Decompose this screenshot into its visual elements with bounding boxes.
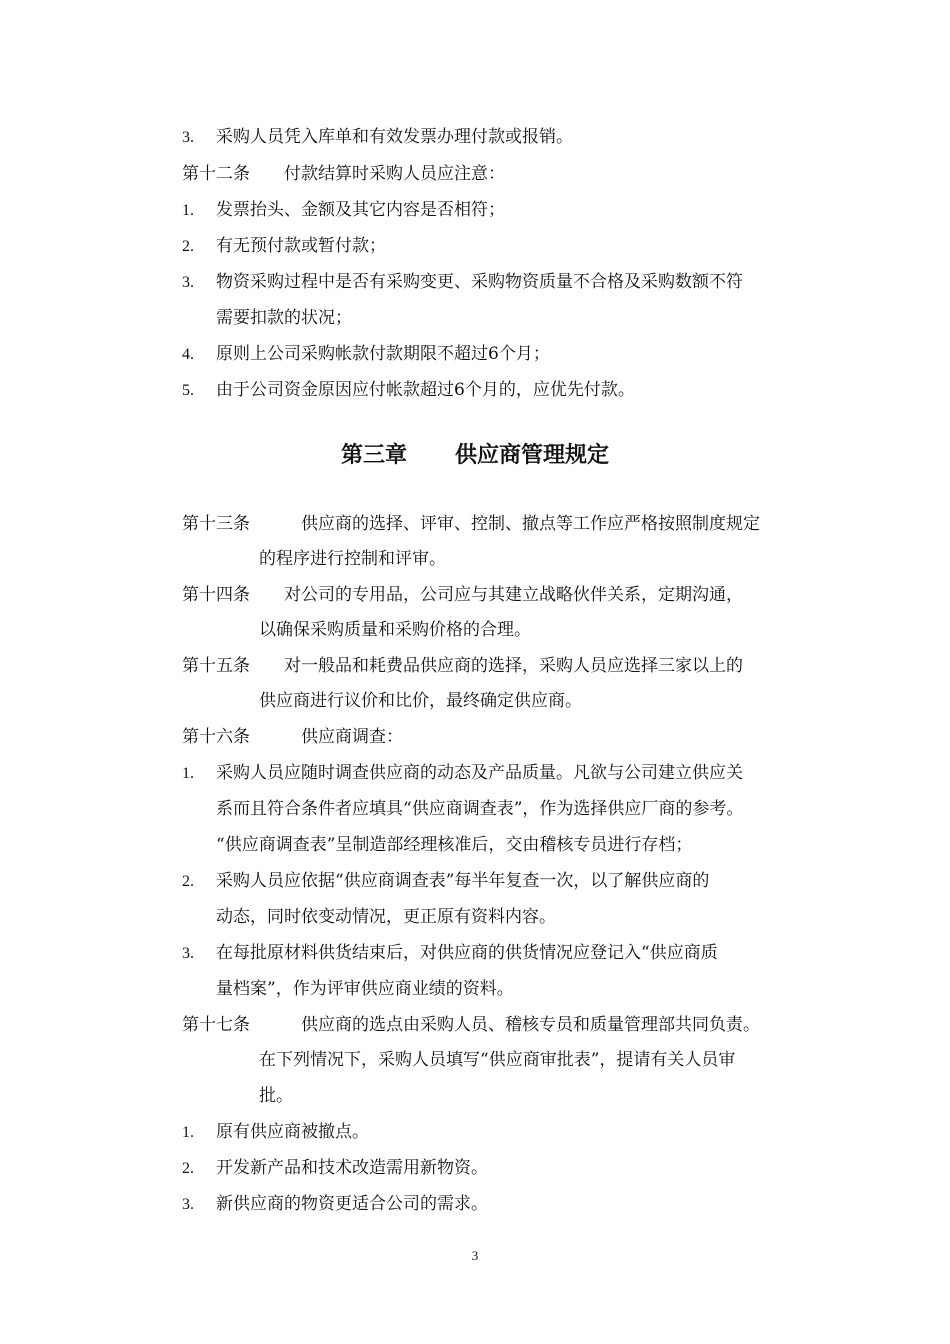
article-17-cont2: 批。 [259,1086,293,1106]
item-5-num: 5. [182,382,194,399]
item-3-text: 采购人员凭入库单和有效发票办理付款或报销。 [216,127,573,147]
a16-item-3-num: 3. [182,945,194,962]
article-16: 第十六条 供应商调查： [182,727,403,747]
a16-item-1-num: 1. [182,765,194,782]
a16-item-2-text: 采购人员应依据“供应商调查表”每半年复查一次，以了解供应商的 [216,871,710,891]
a17-item-2-num: 2. [182,1160,194,1177]
item-1-text: 发票抬头、金额及其它内容是否相符； [216,200,505,220]
article-12: 第十二条 付款结算时采购人员应注意： [182,164,505,184]
item-4-num: 4. [182,346,194,363]
article-15-cont: 供应商进行议价和比价，最终确定供应商。 [259,691,582,711]
article-14-cont: 以确保采购质量和采购价格的合理。 [259,620,531,640]
item-3-num: 3. [182,129,194,146]
article-17: 第十七条 供应商的选点由采购人员、稽核专员和质量管理部共同负责。 [182,1015,760,1035]
a16-item-1-text: 采购人员应随时调查供应商的动态及产品质量。凡欲与公司建立供应关 [216,763,743,783]
item-1-num: 1. [182,202,194,219]
article-13-cont: 的程序进行控制和评审。 [259,549,446,569]
a16-item-1-cont2: “供应商调查表”呈制造部经理核准后，交由稽核专员进行存档； [216,835,693,855]
article-17-cont1: 在下列情况下，采购人员填写“供应商审批表”，提请有关人员审 [259,1050,736,1070]
item-3b-text: 物资采购过程中是否有采购变更、采购物资质量不合格及采购数额不符 [216,272,743,292]
chapter-title: 供应商管理规定 [455,443,610,468]
a16-item-2-cont: 动态，同时依变动情况，更正原有资料内容。 [216,907,556,927]
item-3b-cont: 需要扣款的状况； [216,308,352,328]
a17-item-3-text: 新供应商的物资更适合公司的需求。 [216,1194,488,1214]
a16-item-3-text: 在每批原材料供货结束后，对供应商的供货情况应登记入“供应商质 [216,943,718,963]
a16-item-3-cont: 量档案”，作为评审供应商业绩的资料。 [216,979,514,999]
a17-item-3-num: 3. [182,1196,194,1213]
item-5-text: 由于公司资金原因应付帐款超过6个月的，应优先付款。 [216,380,635,400]
chapter-label: 第三章 [340,443,407,468]
a17-item-1-num: 1. [182,1124,194,1141]
article-14: 第十四条 对公司的专用品，公司应与其建立战略伙伴关系，定期沟通， [182,585,743,605]
item-2-text: 有无预付款或暂付款； [216,236,386,256]
a17-item-1-text: 原有供应商被撤点。 [216,1122,369,1142]
item-2-num: 2. [182,238,194,255]
a16-item-2-num: 2. [182,873,194,890]
item-4-text: 原则上公司采购帐款付款期限不超过6个月； [216,344,550,364]
page-number: 3 [471,1248,479,1263]
a17-item-2-text: 开发新产品和技术改造需用新物资。 [216,1158,488,1178]
article-15: 第十五条 对一般品和耗费品供应商的选择，采购人员应选择三家以上的 [182,656,743,676]
chapter-heading [0,438,950,469]
item-3b-num: 3. [182,274,194,291]
a16-item-1-cont1: 系而且符合条件者应填具“供应商调查表”，作为选择供应厂商的参考。 [216,799,744,819]
article-13: 第十三条 供应商的选择、评审、控制、撤点等工作应严格按照制度规定 [182,514,760,534]
